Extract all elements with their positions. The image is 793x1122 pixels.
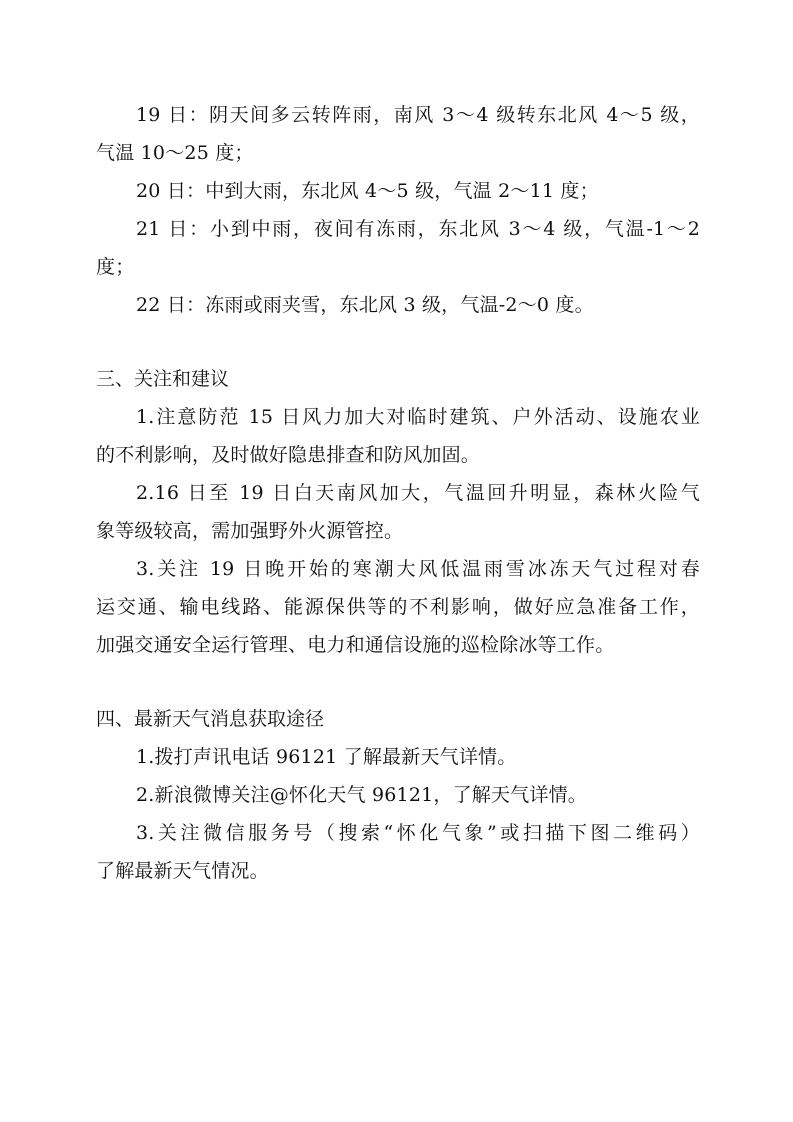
forecast-day19-line1: 19 日：阴天间多云转阵雨，南风 3～4 级转东北风 4～5 级， [136,104,700,126]
advice-item3-line1: 3.关注 19 日晚开始的寒潮大风低温雨雪冰冻天气过程对春 [136,558,700,580]
advice-item1-line1: 1.注意防范 15 日风力加大对临时建筑、户外活动、设施农业 [136,406,700,428]
section-advice-title: 三、关注和建议 [96,368,230,390]
forecast-day20: 20 日：中到大雨，东北风 4～5 级，气温 2～11 度； [136,180,599,202]
section-channels [96,700,700,890]
channel-item3-line2: 了解最新天气情况。 [96,860,269,882]
advice-item2-line1: 2.16 日至 19 日白天南风加大，气温回升明显，森林火险气 [136,482,700,504]
advice-item3-line2: 运交通、输电线路、能源保供等的不利影响，做好应急准备工作， [96,596,700,618]
forecast-day21-line1: 21 日：小到中雨，夜间有冻雨，东北风 3～4 级，气温-1～2 [136,218,700,240]
section-gap [96,324,700,360]
advice-item3-line3: 加强交通安全运行管理、电力和通信设施的巡检除冰等工作。 [96,634,615,656]
forecast-block [96,96,700,324]
advice-item1-line2: 的不利影响，及时做好隐患排查和防风加固。 [96,444,481,466]
forecast-day21-line2: 度； [96,256,135,278]
section-gap [96,664,700,700]
document-page [96,96,700,890]
channel-item3-line1: 3.关注微信服务号（搜索“怀化气象”或扫描下图二维码） [136,822,700,844]
forecast-day22: 22 日：冻雨或雨夹雪，东北风 3 级，气温-2～0 度。 [136,294,594,316]
section-channels-title: 四、最新天气消息获取途径 [96,708,325,730]
advice-item2-line2: 象等级较高，需加强野外火源管控。 [96,520,404,542]
forecast-day19-line2: 气温 10～25 度； [96,142,254,164]
section-advice [96,360,700,664]
channel-item2: 2.新浪微博关注@怀化天气 96121，了解天气详情。 [136,784,588,806]
channel-item1: 1.拨打声讯电话 96121 了解最新天气详情。 [136,746,517,768]
